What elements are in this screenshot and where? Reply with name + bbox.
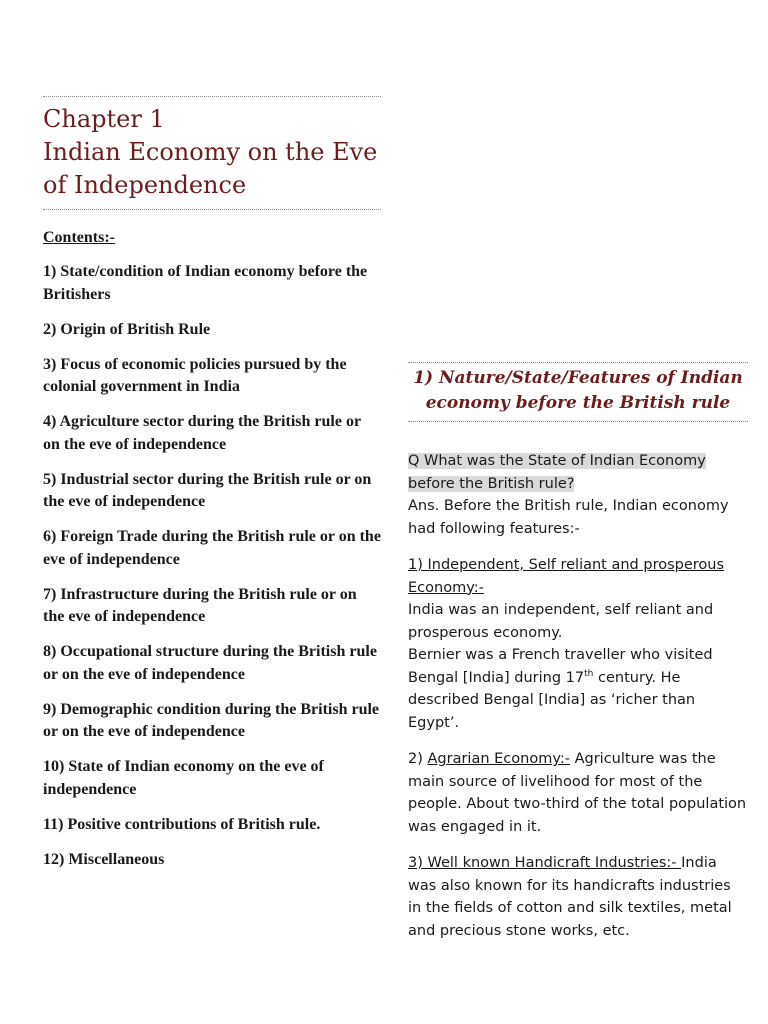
answer-intro: Ans. Before the British rule, Indian economy had following features:-	[408, 498, 729, 537]
feature-handicraft-industries	[408, 852, 748, 942]
contents-item: 6) Foreign Trade during the British rule or on the eve of independence	[43, 528, 381, 568]
chapter-number: Chapter 1	[43, 105, 165, 133]
chapter-title	[43, 97, 381, 209]
feature-text: India was also known for its handicrafts industries in the fields of cotton and silk textiles, metal and precious stone works, etc.	[408, 855, 732, 939]
feature-heading: 3) Well known Handicraft Industries:-	[408, 855, 682, 871]
feature-heading: 1) Independent, Self reliant and prosperous Economy:-	[408, 557, 725, 596]
section-heading: 1) Nature/State/Features of Indian economy before the British rule	[413, 368, 743, 413]
contents-item: 9) Demographic condition during the British rule or on the eve of independence	[43, 700, 380, 740]
contents-item: 10) State of Indian economy on the eve of independence	[43, 758, 324, 798]
right-column	[408, 362, 748, 942]
left-column	[43, 96, 381, 884]
title-bottom-rule	[43, 209, 381, 210]
contents-item: 8) Occupational structure during the British rule or on the eve of independence	[43, 643, 377, 683]
feature-independent-economy	[408, 554, 748, 734]
contents-item: 4) Agriculture sector during the British rule or on the eve of independence	[43, 413, 361, 453]
contents-item: 12) Miscellaneous	[43, 850, 165, 868]
feature-heading: Agrarian Economy:-	[427, 751, 570, 767]
contents-item: 7) Infrastructure during the British rule or on the eve of independence	[43, 585, 357, 625]
ordinal-suffix: th	[584, 668, 594, 679]
chapter-title-line-1: Indian Economy on the Eve	[43, 138, 378, 166]
feature-text: Agriculture was the main source of livelihood for most of the people. About two-third of the total population was engaged in it.	[408, 751, 747, 835]
question-text: Q What was the State of Indian Economy before the British rule?	[408, 453, 706, 492]
feature-text: India was an independent, self reliant and prosperous economy.	[408, 602, 714, 641]
contents-heading: Contents:-	[43, 229, 115, 246]
feature-agrarian-economy	[408, 748, 748, 838]
contents-list	[43, 261, 381, 871]
feature-text-bernier	[408, 644, 748, 734]
question-block	[408, 450, 748, 495]
contents-item: 5) Industrial sector during the British rule or on the eve of independence	[43, 470, 372, 510]
contents-item: 2) Origin of British Rule	[43, 320, 211, 338]
contents-item: 1) State/condition of Indian economy before the Britishers	[43, 263, 368, 303]
contents-item: 3) Focus of economic policies pursued by the colonial government in India	[43, 355, 347, 395]
bernier-text-start: Bernier was a French traveller who visited Bengal [India] during 17	[408, 647, 713, 686]
section-bottom-rule	[408, 421, 748, 422]
contents-item: 11) Positive contributions of British rule.	[43, 815, 321, 833]
feature-number: 2)	[408, 751, 428, 767]
chapter-title-line-2: of Independence	[43, 171, 247, 199]
bernier-text-end: century. He described Bengal [India] as ‘richer than Egypt’.	[408, 669, 696, 731]
